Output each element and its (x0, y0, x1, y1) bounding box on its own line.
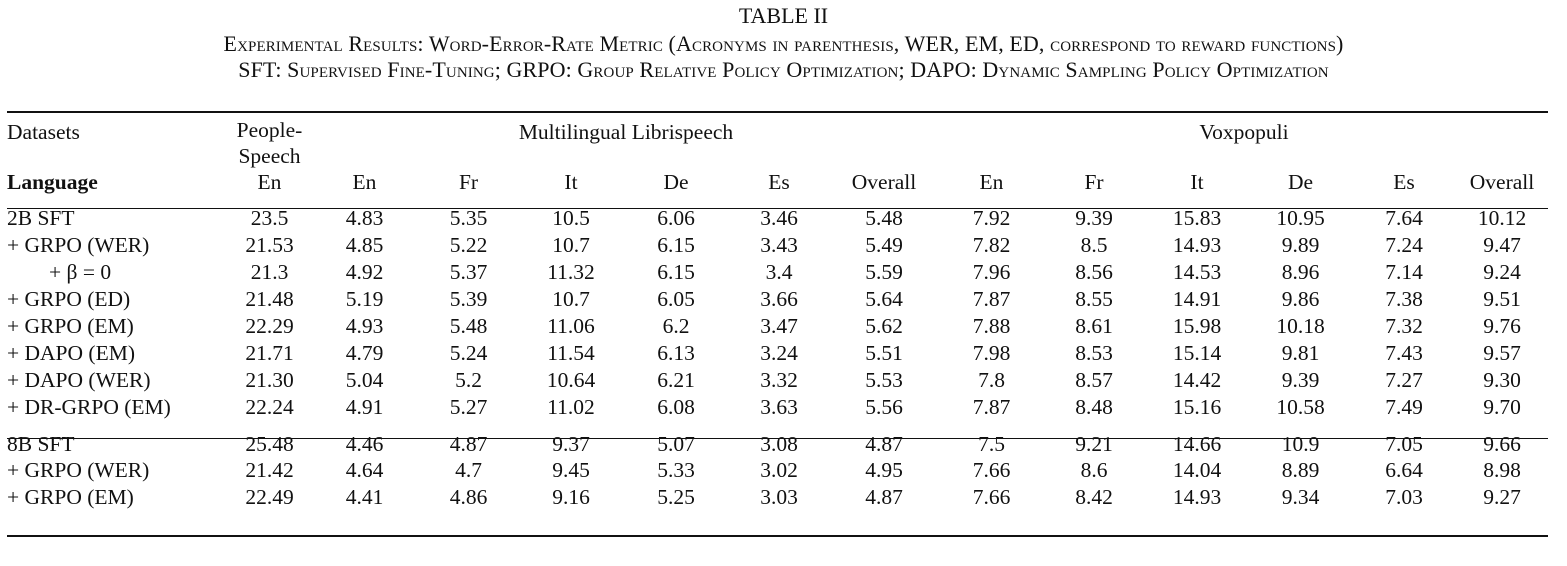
table-cell: 14.93 (1172, 233, 1222, 258)
table-row (7, 259, 1548, 286)
caption-line-1: Experimental Results: Word-Error-Rate Metric (Acronyms in parenthesis, WER, EM, ED, correspond to reward functions) (223, 31, 1344, 56)
table-cell: 9.39 (1075, 206, 1113, 231)
table-cell: 9.45 (552, 458, 590, 483)
table-cell: 9.81 (1281, 340, 1320, 365)
table-cell: 8.42 (1075, 485, 1113, 510)
table-cell: 8.57 (1075, 367, 1113, 392)
table-cell: 9.34 (1281, 485, 1320, 510)
table-cell: 14.04 (1172, 458, 1222, 483)
table-cell: 8.53 (1075, 340, 1113, 365)
lang-header: Overall (851, 170, 917, 194)
table-cell: 5.48 (865, 206, 903, 231)
table-cell: 5.04 (345, 367, 384, 392)
table-cell: 3.03 (760, 485, 798, 510)
table-cell: 11.02 (547, 394, 595, 419)
table-cell: 10.7 (552, 233, 590, 258)
table-cell: 8.89 (1281, 458, 1320, 483)
table-cell: 5.39 (449, 287, 488, 312)
table-cell: 3.66 (760, 287, 798, 312)
top-rule (7, 111, 1548, 113)
table-cell: 9.76 (1483, 314, 1521, 338)
table-cell: 9.89 (1281, 233, 1320, 258)
row-label: + DAPO (WER) (7, 367, 151, 392)
table-cell: 7.82 (972, 233, 1011, 258)
row-label: + β = 0 (49, 260, 112, 285)
table-cell: 5.24 (449, 340, 488, 365)
voxpopuli-header: Voxpopuli (1199, 120, 1289, 144)
lang-header: Es (1393, 170, 1415, 194)
table-cell: 14.91 (1172, 287, 1222, 312)
table-cell: 7.03 (1385, 485, 1423, 510)
table-cell: 7.14 (1385, 260, 1423, 285)
table-cell: 10.18 (1276, 314, 1325, 338)
table-cell: 10.7 (552, 287, 590, 312)
table-cell: 3.02 (760, 458, 798, 483)
table-cell: 10.64 (546, 367, 596, 392)
table-cell: 15.98 (1172, 314, 1222, 338)
lang-header: Overall (1469, 170, 1535, 194)
table-cell: 4.92 (345, 260, 384, 285)
table-cell: 9.47 (1483, 233, 1521, 258)
table-cell: 7.43 (1385, 340, 1423, 365)
table-cell: 9.66 (1483, 431, 1521, 456)
table-cell: 21.71 (245, 340, 294, 365)
table-cell: 7.38 (1385, 287, 1423, 312)
table-cell: 7.05 (1385, 431, 1423, 456)
table-cell: 6.06 (657, 206, 695, 231)
table-cell: 4.95 (865, 458, 903, 483)
table-cell: 7.87 (972, 287, 1011, 312)
table-cell: 11.54 (547, 340, 595, 365)
table-cell: 8.55 (1075, 287, 1113, 312)
table-cell: 7.32 (1385, 314, 1423, 338)
table-cell: 22.29 (245, 314, 294, 338)
table-cell: 5.2 (455, 367, 482, 392)
table-cell: 7.92 (972, 206, 1011, 231)
table-cell: 8.5 (1080, 233, 1108, 258)
table-cell: 4.46 (345, 431, 384, 456)
table-cell: 14.66 (1172, 431, 1222, 456)
table-cell: 7.96 (972, 260, 1011, 285)
results-table (7, 117, 1548, 511)
table-number: TABLE II (738, 3, 829, 28)
table-cell: 4.87 (449, 431, 488, 456)
table-cell: 3.43 (760, 233, 798, 258)
table-cell: 6.08 (657, 394, 695, 419)
row-label: + GRPO (EM) (7, 314, 134, 338)
table-cell: 3.4 (765, 260, 793, 285)
table-cell: 15.16 (1172, 394, 1222, 419)
table-cell: 8.98 (1483, 458, 1521, 483)
lang-header: Es (768, 170, 790, 194)
table-cell: 22.24 (245, 394, 294, 419)
table-cell: 7.98 (972, 340, 1011, 365)
table-cell: 6.15 (657, 233, 695, 258)
table-cell: 9.86 (1281, 287, 1320, 312)
lang-header: De (663, 170, 689, 194)
table-row (7, 484, 1548, 511)
table-cell: 5.25 (657, 485, 695, 510)
table-cell: 3.46 (760, 206, 798, 231)
table-cell: 15.14 (1172, 340, 1222, 365)
table-row (7, 393, 1548, 420)
table-row (7, 313, 1548, 340)
row-label: + DR-GRPO (EM) (7, 394, 171, 419)
table-cell: 9.70 (1483, 394, 1521, 419)
table-cell: 9.39 (1281, 367, 1320, 392)
table-cell: 8.61 (1075, 314, 1113, 338)
table-row (7, 457, 1548, 484)
row-label: + GRPO (ED) (7, 287, 131, 312)
table-cell: 14.93 (1172, 485, 1222, 510)
table-cell: 7.27 (1385, 367, 1423, 392)
lang-header: It (564, 170, 578, 194)
table-cell: 9.30 (1483, 367, 1521, 392)
row-label: 8B SFT (7, 431, 75, 456)
table-cell: 5.27 (449, 394, 488, 419)
table-cell: 4.41 (345, 485, 384, 510)
table-cell: 5.64 (865, 287, 903, 312)
header-row-language (7, 169, 1548, 195)
table-cell: 5.51 (865, 340, 903, 365)
table-cell: 10.95 (1276, 206, 1325, 231)
table-cell: 8.48 (1075, 394, 1113, 419)
table-cell: 5.56 (865, 394, 903, 419)
caption-line-2: SFT: Supervised Fine-Tuning; GRPO: Group Relative Policy Optimization; DAPO: Dynamic Sampling Policy Optimization (238, 57, 1329, 82)
lang-header: Fr (1084, 170, 1104, 194)
table-cell: 9.37 (552, 431, 590, 456)
table-cell: 11.06 (547, 314, 595, 338)
table-cell: 9.24 (1483, 260, 1521, 285)
table-cell: 14.53 (1172, 260, 1222, 285)
table-cell: 6.21 (657, 367, 695, 392)
table-cell: 21.48 (245, 287, 294, 312)
language-label: Language (7, 170, 98, 194)
table-cell: 8.6 (1080, 458, 1108, 483)
table-cell: 5.37 (449, 260, 488, 285)
table-cell: 4.64 (345, 458, 384, 483)
table-cell: 6.13 (657, 340, 695, 365)
table-row (7, 195, 1548, 232)
row-label: + GRPO (WER) (7, 458, 150, 483)
table-cell: 4.86 (449, 485, 488, 510)
table-cell: 23.5 (250, 206, 289, 231)
table-cell: 5.48 (449, 314, 488, 338)
table-cell: 14.42 (1172, 367, 1222, 392)
table-cell: 4.91 (345, 394, 384, 419)
table-cell: 9.57 (1483, 340, 1521, 365)
table-cell: 4.87 (865, 431, 903, 456)
header-row-datasets (7, 117, 1548, 169)
table-cell: 5.49 (865, 233, 903, 258)
table-cell: 21.30 (245, 367, 294, 392)
lang-header: It (1190, 170, 1204, 194)
row-label: + DAPO (EM) (7, 340, 135, 365)
table-cell: 7.66 (972, 485, 1011, 510)
table-cell: 10.9 (1281, 431, 1320, 456)
table-cell: 10.5 (552, 206, 590, 231)
table-row (7, 339, 1548, 366)
table-cell: 5.35 (449, 206, 488, 231)
table-cell: 5.59 (865, 260, 903, 285)
table-cell: 4.85 (345, 233, 384, 258)
table-cell: 10.12 (1477, 206, 1527, 231)
table-cell: 7.5 (978, 431, 1005, 456)
table-cell: 7.49 (1385, 394, 1423, 419)
table-cell: 21.3 (250, 260, 289, 285)
table-cell: 6.2 (662, 314, 690, 338)
row-label: + GRPO (EM) (7, 485, 134, 510)
lang-header: En (352, 170, 377, 194)
table-cell: 21.42 (245, 458, 294, 483)
lang-header: En (979, 170, 1004, 194)
table-cell: 9.21 (1075, 431, 1113, 456)
table-cell: 5.62 (865, 314, 903, 338)
table-cell: 7.8 (978, 367, 1005, 392)
table-cell: 3.63 (760, 394, 798, 419)
table-cell: 4.87 (865, 485, 903, 510)
table-cell: 15.83 (1172, 206, 1222, 231)
table-cell: 8.56 (1075, 260, 1113, 285)
table-cell: 5.19 (345, 287, 384, 312)
table-cell: 5.53 (865, 367, 903, 392)
table-row (7, 232, 1548, 259)
table-cell: 9.16 (552, 485, 590, 510)
table-cell: 7.66 (972, 458, 1011, 483)
table-cell: 10.58 (1276, 394, 1325, 419)
table-cell: 4.83 (345, 206, 384, 231)
table-cell: 3.24 (760, 340, 798, 365)
table-row (7, 366, 1548, 393)
lang-header: En (257, 170, 282, 194)
table-cell: 5.07 (657, 431, 695, 456)
results-group-2b (7, 195, 1548, 420)
lang-header: De (1287, 170, 1314, 194)
table-cell: 6.15 (657, 260, 695, 285)
table-cell: 6.64 (1385, 458, 1423, 483)
table-cell: 7.87 (972, 394, 1011, 419)
table-row (7, 420, 1548, 457)
results-group-8b (7, 420, 1548, 511)
table-cell: 25.48 (245, 431, 294, 456)
table-cell: 3.32 (760, 367, 798, 392)
table-cell: 7.64 (1385, 206, 1423, 231)
table-cell: 6.05 (657, 287, 695, 312)
table-row (7, 286, 1548, 313)
row-label: + GRPO (WER) (7, 233, 150, 258)
mls-header: Multilingual Librispeech (518, 120, 734, 144)
table-cell: 5.22 (449, 233, 488, 258)
table-cell: 22.49 (245, 485, 294, 510)
datasets-label: Datasets (7, 120, 80, 144)
table-cell: 7.24 (1385, 233, 1423, 258)
table-cell: 3.08 (760, 431, 798, 456)
table-cell: 9.27 (1483, 485, 1521, 510)
table-cell: 4.93 (345, 314, 384, 338)
people-speech-header: People- Speech (236, 118, 303, 168)
table-cell: 21.53 (245, 233, 294, 258)
lang-header: Fr (458, 170, 479, 194)
table-cell: 3.47 (760, 314, 798, 338)
table-cell: 4.79 (345, 340, 384, 365)
table-cell: 11.32 (547, 260, 595, 285)
table-cell: 9.51 (1483, 287, 1521, 312)
table-cell: 4.7 (455, 458, 482, 483)
table-cell: 8.96 (1281, 260, 1320, 285)
table-cell: 5.33 (657, 458, 695, 483)
bottom-rule (7, 535, 1548, 537)
table-cell: 7.88 (972, 314, 1011, 338)
row-label: 2B SFT (7, 206, 75, 231)
